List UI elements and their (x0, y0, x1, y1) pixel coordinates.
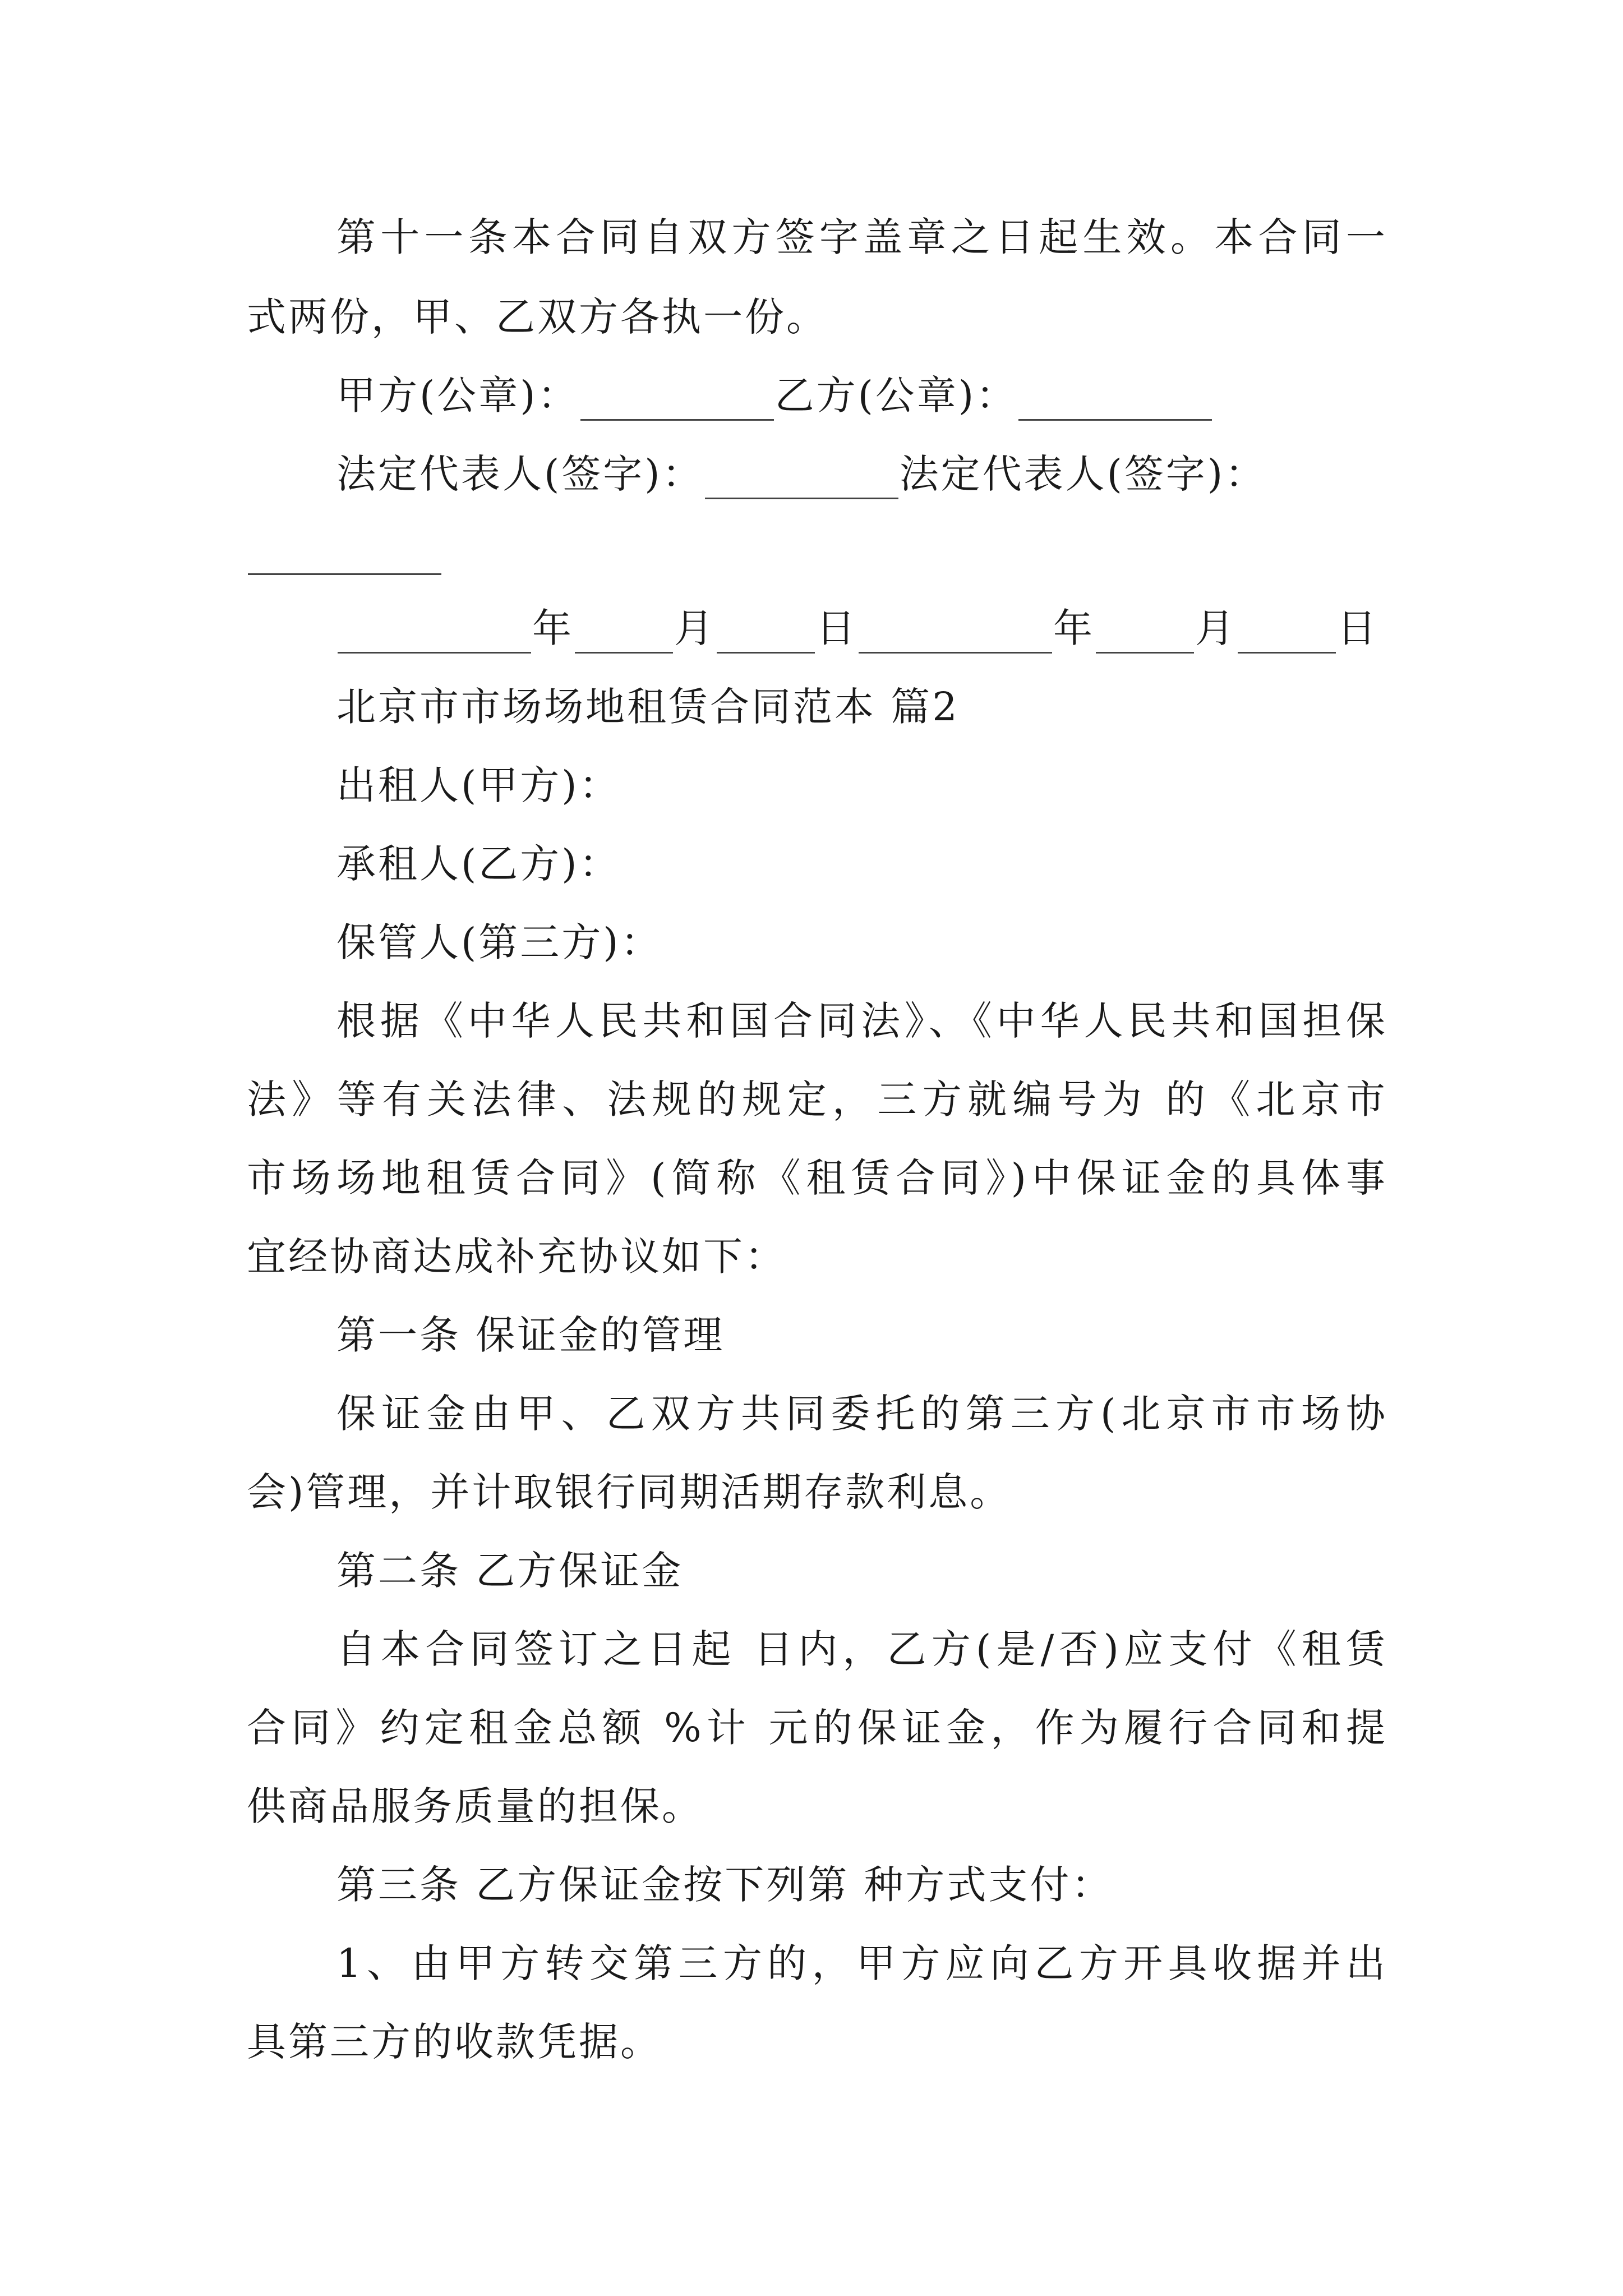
representative-continued-row (247, 524, 442, 575)
article-2-line-1: 自本合同签订之日起 日内，乙方(是/否)应支付《租赁 (336, 1626, 1385, 1672)
date-b-month-label: 月 (1195, 605, 1237, 651)
party-b-seal-blank (1018, 380, 1212, 421)
custodian-line: 保管人(第三方)： (336, 919, 662, 965)
representative-row (336, 449, 1266, 499)
article-2-title: 第二条 乙方保证金 (336, 1548, 684, 1594)
rep-b-blank (248, 534, 441, 575)
date-b-day-label: 日 (1337, 605, 1378, 651)
date-a-month-blank (575, 613, 673, 654)
preamble-line-3: 市场场地租赁合同》(简称《租赁合同》)中保证金的具体事 (247, 1155, 1385, 1201)
rep-a-label: 法定代表人(签字)： (336, 451, 704, 497)
date-b-month-blank (1096, 613, 1194, 654)
party-a-seal-blank (580, 380, 774, 421)
rep-a-blank (705, 458, 898, 499)
clause-11-line-1: 第十一条本合同自双方签字盖章之日起生效。本合同一 (336, 214, 1385, 260)
article-3-item-1-line-2: 具第三方的收款凭据。 (247, 2019, 662, 2065)
date-b-year-blank (859, 613, 1052, 654)
date-b-day-blank (1238, 613, 1336, 654)
preamble-line-1: 根据《中华人民共和国合同法》、《中华人民共和国担保 (336, 998, 1385, 1044)
rep-b-label: 法定代表人(签字)： (899, 451, 1267, 497)
article-1-title: 第一条 保证金的管理 (336, 1312, 725, 1358)
article-3-title: 第三条 乙方保证金按下列第 种方式支付： (336, 1862, 1113, 1908)
article-3-item-1-line-1: 1、由甲方转交第三方的，甲方应向乙方开具收据并出 (336, 1940, 1385, 1986)
date-row (336, 603, 1378, 654)
lessee-line: 承租人(乙方)： (336, 841, 621, 887)
lessor-line: 出租人(甲方)： (336, 762, 621, 808)
article-1-line-1: 保证金由甲、乙双方共同委托的第三方(北京市市场协 (336, 1391, 1385, 1437)
article-2-line-3: 供商品服务质量的担保。 (247, 1783, 703, 1829)
date-a-month-label: 月 (674, 605, 716, 651)
section-title: 北京市市场场地租赁合同范本 篇2 (336, 684, 960, 730)
article-2-line-2: 合同》约定租金总额 %计 元的保证金，作为履行合同和提 (247, 1705, 1385, 1751)
date-a-year-blank (338, 613, 531, 654)
preamble-line-4: 宜经协商达成补充协议如下： (247, 1234, 786, 1280)
date-a-year-label: 年 (532, 605, 574, 651)
date-a-day-blank (717, 613, 815, 654)
party-a-seal-label: 甲方(公章)： (336, 372, 579, 418)
date-a-day-label: 日 (816, 605, 857, 651)
preamble-line-2: 法》等有关法律、法规的规定，三方就编号为 的《北京市 (247, 1076, 1385, 1122)
party-a-seal-row (336, 370, 1213, 421)
article-1-line-2: 会)管理，并计取银行同期活期存款利息。 (247, 1469, 1012, 1515)
clause-11-line-2: 式两份，甲、乙双方各执一份。 (247, 294, 828, 340)
date-b-year-label: 年 (1053, 605, 1095, 651)
party-b-seal-label: 乙方(公章)： (774, 372, 1018, 418)
